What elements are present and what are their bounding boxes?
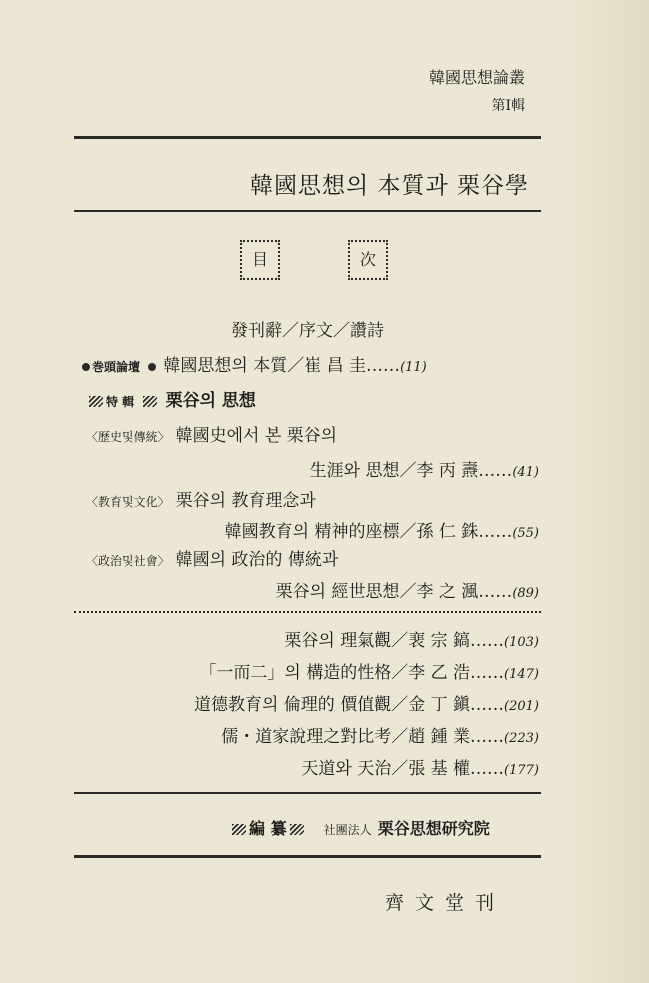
series-name: 韓國思想論叢 (428, 68, 525, 87)
essay-title: 儒・道家說理之對比考／趙 鍾 業…… (221, 727, 505, 747)
education-page: (55) (512, 526, 539, 541)
essay-title: 道德教育의 倫理的 價值觀／金 丁 鎭…… (193, 695, 505, 715)
toc-politics-line1 (86, 547, 338, 574)
toc-essay-1 (284, 628, 539, 656)
title-rule (74, 210, 541, 212)
series-block (429, 64, 525, 120)
lead-label: 巻頭論壇 (92, 360, 141, 374)
hatch-ornament-icon (89, 396, 103, 407)
book-title: 韓國思想의 本質과 栗谷學 (249, 173, 530, 199)
special-title: 栗谷의 思想 (165, 391, 256, 411)
toc-history-line2 (310, 458, 539, 486)
toc-history-line1 (86, 423, 337, 450)
contents-heading-box-1 (240, 240, 280, 280)
toc-education-line2 (225, 519, 539, 547)
toc-special-heading (86, 388, 256, 415)
education-label: 〈教育및文化〉 (86, 495, 170, 509)
preface-line: 發刊辭／序文／讚詩 (231, 321, 384, 341)
toc-essay-2 (199, 660, 539, 688)
essay-title: 天道와 天治／張 基 權…… (301, 759, 505, 779)
editor-line (229, 816, 490, 839)
education-title-line1: 栗谷의 教育理念과 (175, 491, 316, 511)
top-rule (74, 136, 541, 139)
publisher-imprint: 齊文堂刊 (385, 892, 506, 914)
hatch-ornament-icon (143, 396, 157, 407)
toc-politics-line2 (276, 579, 539, 607)
education-title-line2: 韓國教育의 精神的座標／孫 仁 銖…… (224, 522, 513, 542)
editor-org-type: 社團法人 (323, 823, 372, 837)
contents-heading-char-2: 次 (359, 250, 376, 269)
politics-page: (89) (512, 586, 539, 601)
essay-page: (201) (504, 699, 539, 714)
history-label: 〈歷史및傳統〉 (86, 430, 170, 444)
bullet-icon (82, 363, 90, 371)
toc-education-line1 (86, 488, 316, 515)
series-volume: 第Ⅰ輯 (491, 98, 525, 114)
history-page: (41) (512, 465, 539, 480)
essay-page: (103) (504, 635, 539, 650)
section-divider (74, 611, 541, 613)
politics-label: 〈政治및社會〉 (86, 554, 170, 568)
lead-page: (11) (400, 360, 427, 375)
editor-label: 編 纂 (249, 819, 287, 838)
contents-heading-box-2 (348, 240, 388, 280)
lead-title: 韓國思想의 本質／崔 昌 圭…… (163, 356, 401, 376)
editor-org-name: 栗谷思想研究院 (377, 819, 490, 838)
hatch-ornament-icon (232, 824, 246, 835)
essay-page: (177) (504, 763, 539, 778)
history-title-line2: 生涯와 思想／李 丙 燾…… (309, 461, 513, 481)
toc-essay-3 (194, 692, 539, 720)
bottom-rule (74, 855, 541, 858)
essay-page: (223) (504, 731, 539, 746)
toc-essay-5 (301, 756, 539, 784)
essay-page: (147) (504, 667, 539, 682)
paper-edge (559, 0, 649, 983)
politics-title-line2: 栗谷의 經世思想／李 之 渢…… (275, 582, 513, 602)
special-label: 特 輯 (106, 395, 135, 409)
essays-rule (74, 792, 541, 794)
hatch-ornament-icon (290, 824, 304, 835)
contents-heading-char-1: 目 (251, 250, 268, 269)
history-title-line1: 韓國史에서 본 栗谷의 (175, 426, 338, 446)
toc-lead-entry (80, 353, 427, 381)
essay-title: 「一而二」의 構造的性格／李 乙 浩…… (199, 663, 505, 683)
bullet-icon (148, 363, 156, 371)
toc-essay-4 (221, 724, 539, 752)
essay-title: 栗谷의 理氣觀／裵 宗 鎬…… (284, 631, 505, 651)
politics-title-line1: 韓國의 政治的 傳統과 (175, 550, 339, 570)
